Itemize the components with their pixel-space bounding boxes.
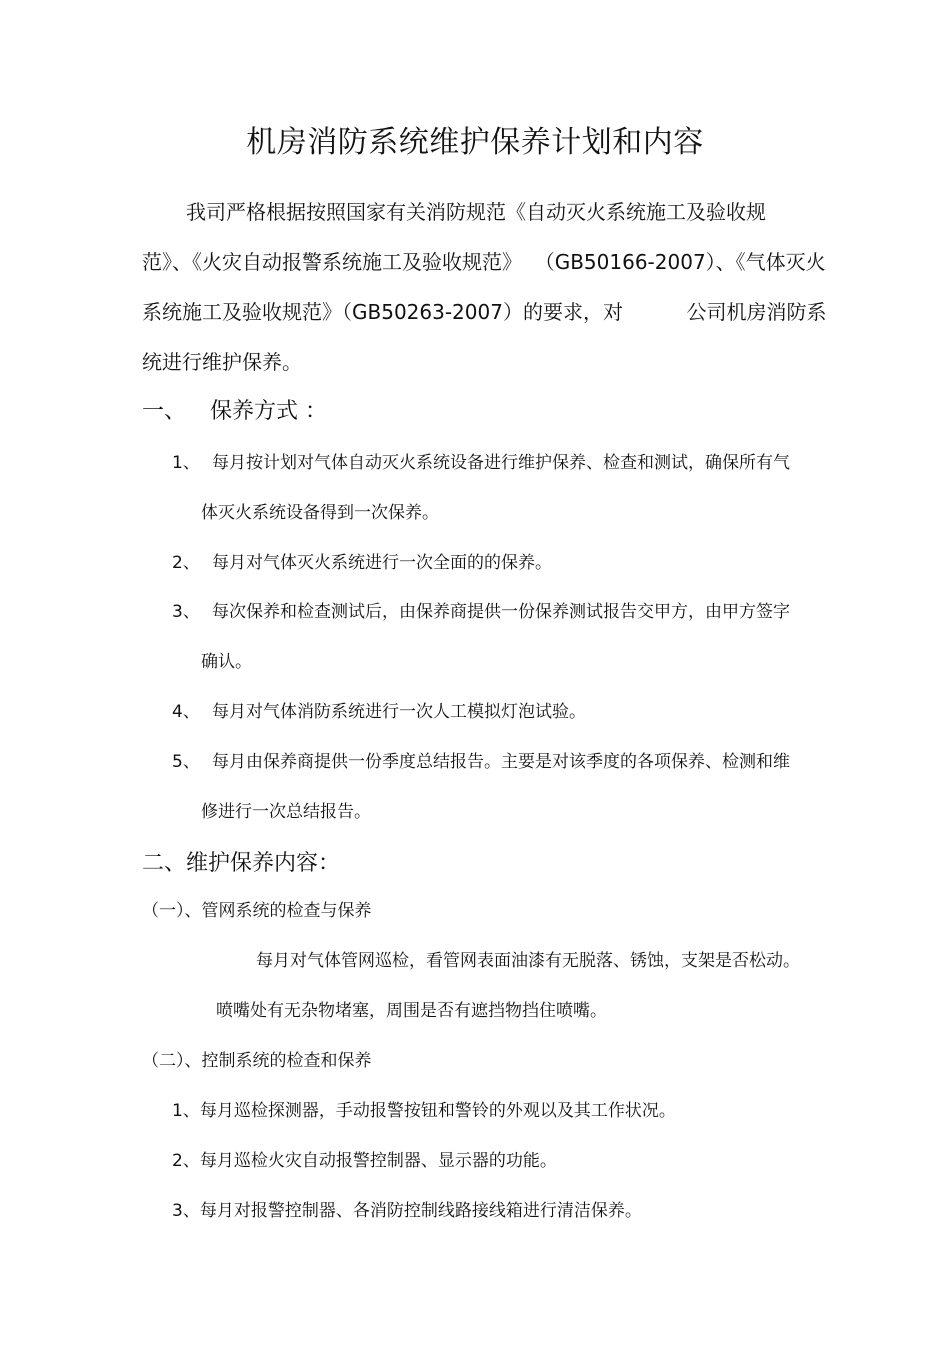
intro-line-1: 我司严格根据按照国家有关消防规范《自动灭火系统施工及验收规 <box>186 200 766 224</box>
subsection2-title: （二）、控制系统的检查和保养 <box>142 1051 372 1071</box>
subsection2-item2: 2、每月巡检火灾自动报警控制器、显示器的功能。 <box>172 1151 557 1171</box>
section2-title: 二、维护保养内容： <box>142 851 341 876</box>
intro-line-2: 范》、《火灾自动报警系统施工及验收规范》 （GB50166-2007）、《气体灭火 <box>142 250 826 274</box>
section1-item4-line1: 每月对气体消防系统进行一次人工模拟灯泡试验。 <box>212 702 586 722</box>
section1-item3-line2: 确认。 <box>201 652 252 672</box>
section1-item5-line1: 每月由保养商提供一份季度总结报告。主要是对该季度的各项保养、检测和维 <box>212 752 790 772</box>
intro-line-4: 统进行维护保养。 <box>142 350 302 374</box>
section1-item1-line1: 每月按计划对气体自动灭火系统设备进行维护保养、检查和测试，确保所有气 <box>212 453 790 473</box>
subsection1-line2: 喷嘴处有无杂物堵塞，周围是否有遮挡物挡住喷嘴。 <box>216 1001 607 1021</box>
document-title: 机房消防系统维护保养计划和内容 <box>246 125 704 160</box>
section1-item5-number: 5、 <box>172 752 200 772</box>
intro-line-3: 系统施工及验收规范》（GB50263-2007）的要求，对 公司机房消防系 <box>142 300 827 324</box>
subsection2-item3: 3、每月对报警控制器、各消防控制线路接线箱进行清洁保养。 <box>172 1201 642 1221</box>
section1-item2-line1: 每月对气体灭火系统进行一次全面的的保养。 <box>212 553 552 573</box>
section1-item1-line2: 体灭火系统设备得到一次保养。 <box>201 503 439 523</box>
section1-title: 保养方式 ： <box>210 399 327 424</box>
section1-item1-number: 1、 <box>172 453 200 473</box>
subsection1-line1: 每月对气体管网巡检，看管网表面油漆有无脱落、锈蚀，支架是否松动。 <box>256 951 800 971</box>
section1-item5-line2: 修进行一次总结报告。 <box>201 802 371 822</box>
section1-item4-number: 4、 <box>172 702 200 722</box>
section1-item3-line1: 每次保养和检查测试后，由保养商提供一份保养测试报告交甲方，由甲方签字 <box>212 602 790 622</box>
subsection1-title: （一）、管网系统的检查与保养 <box>142 901 372 921</box>
subsection2-item1: 1、每月巡检探测器，手动报警按钮和警铃的外观以及其工作状况。 <box>172 1101 676 1121</box>
section1-item3-number: 3、 <box>172 602 200 622</box>
section1-number: 一、 <box>142 399 187 424</box>
section1-item2-number: 2、 <box>172 553 200 573</box>
